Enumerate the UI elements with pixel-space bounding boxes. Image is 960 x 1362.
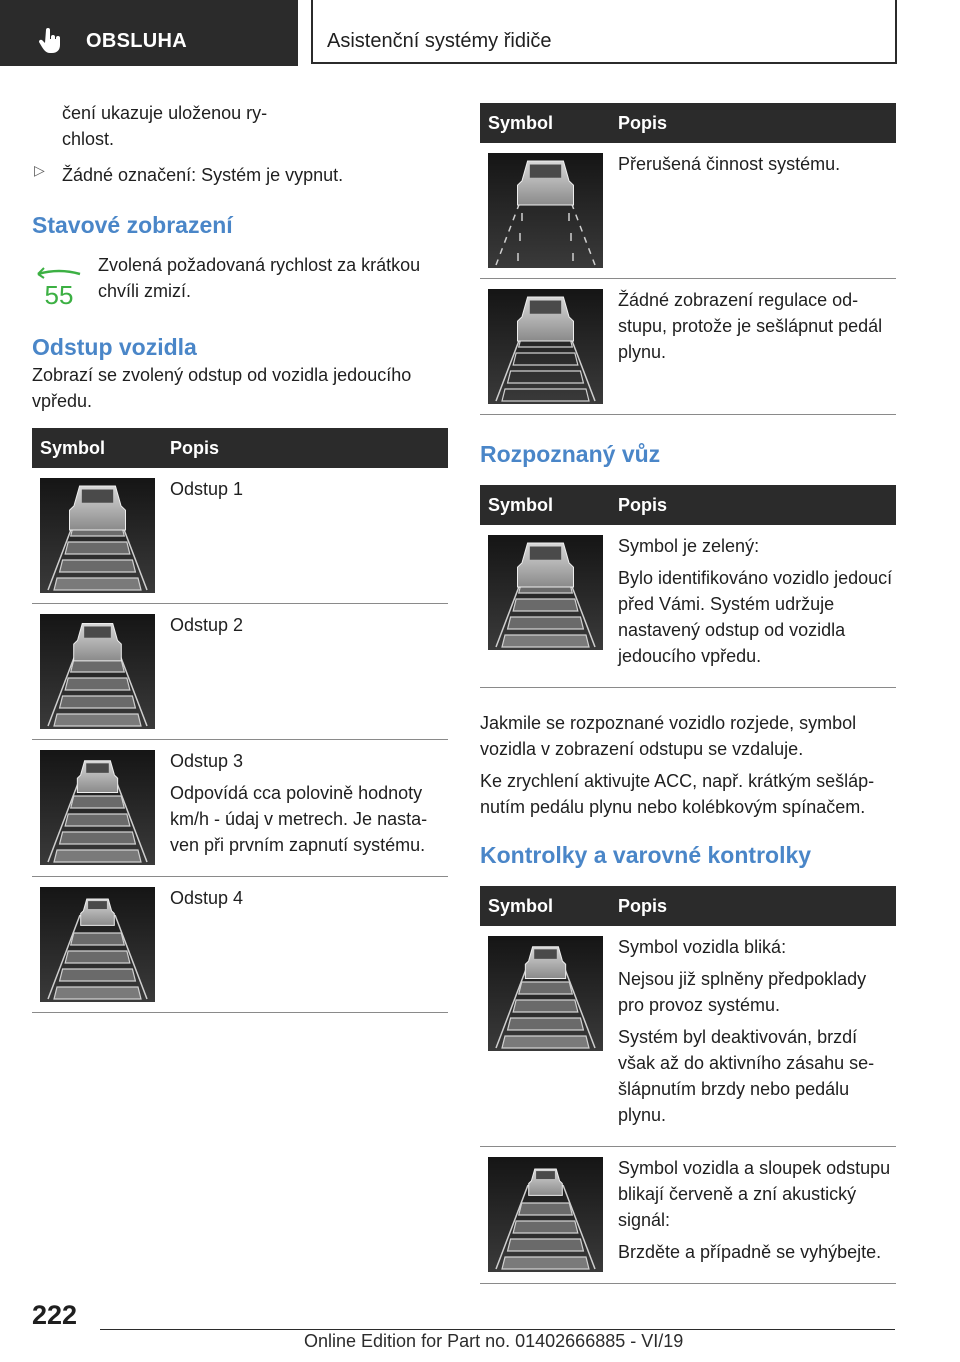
row-text-2: Odpovídá cca polovině hodnoty km/h - údaj v metrech. Je nastaven při prvním zapnutí systému. bbox=[170, 783, 428, 855]
table-row bbox=[480, 926, 896, 1147]
no-distance-control-icon bbox=[488, 289, 603, 404]
left-column bbox=[32, 100, 448, 1013]
warning-table bbox=[480, 886, 896, 1284]
status-row bbox=[32, 252, 448, 322]
distance-heading: Odstup vozidla bbox=[32, 334, 197, 360]
status-heading: Stavové zobrazení bbox=[32, 212, 233, 238]
row-text-2: Nejsou již splněny předpoklady pro provoz systému. bbox=[618, 969, 867, 1015]
row-text: Přerušená činnost systému. bbox=[618, 154, 841, 174]
row-text: Odstup 2 bbox=[170, 615, 244, 635]
chapter-title: Asistenční systémy řidiče bbox=[327, 30, 552, 52]
hand-pointer-icon bbox=[38, 28, 64, 54]
table-row bbox=[32, 604, 448, 740]
section-title: OBSLUHA bbox=[86, 30, 187, 52]
vehicle-red-warning-icon bbox=[488, 1157, 603, 1272]
status-table bbox=[480, 103, 896, 415]
recognized-vehicle-icon bbox=[488, 535, 603, 650]
distance-2-icon bbox=[40, 614, 155, 729]
row-text: Odstup 4 bbox=[170, 888, 244, 908]
section-tab bbox=[0, 0, 298, 66]
row-text: Symbol vozidla bliká: bbox=[618, 937, 787, 957]
intro-line-1: čení ukazuje uloženou ry- bbox=[62, 103, 268, 123]
distance-1-icon bbox=[40, 478, 155, 593]
recognized-table bbox=[480, 485, 896, 688]
col-symbol: Symbol bbox=[480, 485, 618, 525]
row-text: Odstup 1 bbox=[170, 479, 244, 499]
col-desc: Popis bbox=[170, 428, 448, 468]
chapter-tab bbox=[311, 0, 897, 64]
row-text-3: Systém byl deaktivován, brzdí však až do aktivního zásahu sešlápnutím brzdy nebo pedálu plynu. bbox=[618, 1027, 875, 1125]
recognized-heading: Rozpoznaný vůz bbox=[480, 441, 661, 467]
right-column bbox=[480, 103, 896, 1284]
col-symbol: Symbol bbox=[32, 428, 170, 468]
distance-table bbox=[32, 428, 448, 1013]
distance-intro: Zobrazí se zvolený odstup od vozidla jedoucího vpředu. bbox=[32, 365, 412, 411]
edition-text: Online Edition for Part no. 01402666885 - VI/19 bbox=[304, 1331, 684, 1351]
col-desc: Popis bbox=[618, 886, 896, 926]
bullet-item bbox=[32, 162, 448, 188]
page-header bbox=[0, 0, 960, 66]
paragraph-2: Ke zrychlení aktivujte ACC, např. krátkým sešlápnutím pedálu plynu nebo kolébkovým spínačem. bbox=[480, 771, 875, 817]
speed-limit-indicator-icon bbox=[32, 266, 86, 306]
table-row bbox=[480, 1147, 896, 1284]
table-header bbox=[480, 886, 896, 926]
table-row bbox=[480, 143, 896, 279]
triangle-bullet-icon: ▷ bbox=[34, 162, 45, 178]
distance-4-icon bbox=[40, 887, 155, 1002]
col-symbol: Symbol bbox=[480, 103, 618, 143]
table-row bbox=[32, 877, 448, 1013]
table-header bbox=[480, 103, 896, 143]
interrupted-icon bbox=[488, 153, 603, 268]
row-text-2: Brzděte a případně se vyhýbejte. bbox=[618, 1242, 882, 1262]
vehicle-blinking-icon bbox=[488, 936, 603, 1051]
table-row bbox=[480, 525, 896, 688]
col-desc: Popis bbox=[618, 485, 896, 525]
row-text-2: Bylo identifikováno vozidlo jedoucí před Vámi. Systém udržuje nastavený odstup od vozidla jedoucího vpředu. bbox=[618, 568, 893, 666]
col-desc: Popis bbox=[618, 103, 896, 143]
footer-divider bbox=[100, 1329, 895, 1330]
row-text: Žádné zobrazení regulace odstupu, protože je sešlápnut pedál plynu. bbox=[618, 290, 883, 362]
warning-heading: Kontrolky a varovné kontrolky bbox=[480, 842, 812, 868]
table-row bbox=[32, 740, 448, 877]
distance-3-icon bbox=[40, 750, 155, 865]
status-speed-value: 55 bbox=[44, 280, 74, 306]
row-text: Symbol je zelený: bbox=[618, 536, 760, 556]
row-text: Symbol vozidla a sloupek odstupu blikají červeně a zní akustický signál: bbox=[618, 1158, 891, 1230]
intro-line-2: chlost. bbox=[62, 129, 115, 149]
col-symbol: Symbol bbox=[480, 886, 618, 926]
table-header bbox=[32, 428, 448, 468]
bullet-text: Žádné označení: Systém je vypnut. bbox=[62, 165, 344, 185]
row-text: Odstup 3 bbox=[170, 751, 244, 771]
page-number: 222 bbox=[32, 1300, 78, 1330]
status-text: Zvolená požadovaná rychlost za krátkou chvíli zmizí. bbox=[98, 255, 421, 301]
table-row bbox=[32, 468, 448, 604]
paragraph-1: Jakmile se rozpoznané vozidlo rozjede, symbol vozidla v zobrazení odstupu se vzdaluje. bbox=[480, 713, 857, 759]
table-row bbox=[480, 279, 896, 415]
table-header bbox=[480, 485, 896, 525]
